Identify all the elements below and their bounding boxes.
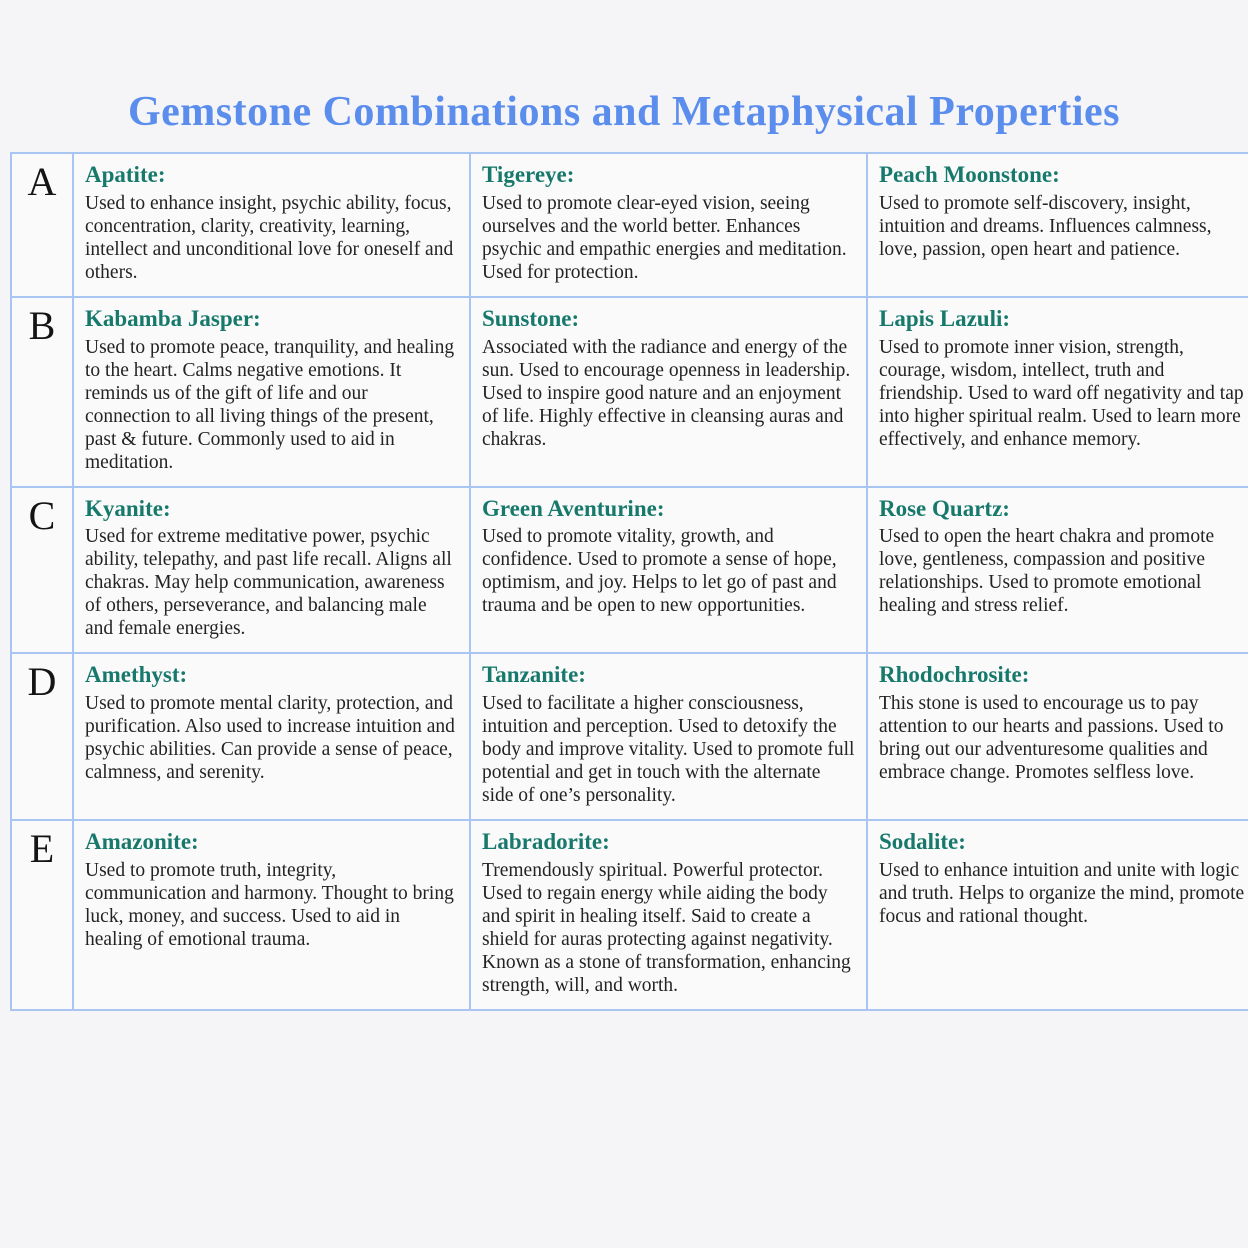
gem-cell: [867, 297, 1248, 487]
row-label: D: [11, 653, 73, 820]
gem-description: Used to promote clear-eyed vision, seeing ourselves and the world better. Enhances psychic and empathic energies and meditation. Used for protection.: [482, 192, 847, 283]
gem-cell: [470, 487, 867, 654]
gem-cell: [73, 487, 470, 654]
gem-description: Tremendously spiritual. Powerful protector. Used to regain energy while aiding the body and spirit in healing itself. Said to create a shield for auras protecting against negativity. Known as a stone of transformation, enhancing strength, will, and worth.: [482, 859, 851, 996]
table-row-a: [11, 153, 1248, 297]
gem-name: Rose Quartz:: [879, 495, 1010, 521]
gem-cell: [867, 487, 1248, 654]
gem-cell: [470, 153, 867, 297]
page-title: Gemstone Combinations and Metaphysical Properties: [127, 89, 1121, 135]
gem-name: Apatite:: [85, 162, 166, 187]
row-label: C: [11, 487, 73, 654]
gem-cell: [73, 297, 470, 487]
gem-name: Kyanite:: [85, 495, 171, 521]
gem-cell: [73, 820, 470, 1010]
gem-cell: [470, 820, 867, 1010]
gem-name: Tanzanite:: [482, 662, 586, 688]
gem-description: Used to facilitate a higher consciousness, intuition and perception. Used to detoxify the body and improve vitality. Used to promote full potential and get in touch with the alternate side of one’s personality.: [482, 693, 855, 806]
row-label: E: [11, 820, 73, 1010]
gem-name: Green Aventurine:: [482, 495, 665, 521]
table-row-c: [11, 487, 1248, 654]
row-label: A: [11, 153, 73, 297]
gem-description: This stone is used to encourage us to pay attention to our hearts and passions. Used to bring out our adventuresome qualities and embrace change. Promotes selfless love.: [879, 693, 1224, 783]
row-label: B: [11, 297, 73, 487]
gem-description: Used to promote mental clarity, protection, and purification. Also used to increase intuition and psychic abilities. Can provide a sense of peace, calmness, and serenity.: [85, 693, 455, 783]
gem-name: Peach Moonstone:: [879, 162, 1060, 187]
gem-cell: [867, 820, 1248, 1010]
gem-cell: [470, 297, 867, 487]
gem-name: Tigereye:: [482, 162, 575, 187]
gem-cell: [867, 153, 1248, 297]
gem-name: Amazonite:: [85, 829, 199, 854]
table-row-d: [11, 653, 1248, 820]
gem-cell: [470, 653, 867, 820]
gemstone-table: [10, 152, 1248, 1011]
gem-description: Used to enhance insight, psychic ability, focus, concentration, clarity, creativity, learning, intellect and unconditional love for oneself and others.: [85, 192, 454, 283]
gem-description: Used to promote inner vision, strength, courage, wisdom, intellect, truth and friendship. Used to ward off negativity and tap into higher spiritual realm. Used to learn more effectively, and enhance memory.: [879, 336, 1244, 450]
table-row-b: [11, 297, 1248, 487]
gem-description: Associated with the radiance and energy of the sun. Used to encourage openness in leadership. Used to inspire good nature and an enjoyment of life. Highly effective in cleansing auras and chakras.: [482, 336, 851, 450]
gem-description: Used to open the heart chakra and promote love, gentleness, compassion and positive relationships. Used to promote emotional healing and stress relief.: [879, 526, 1215, 617]
gem-name: Amethyst:: [85, 662, 188, 688]
gem-description: Used to promote vitality, growth, and confidence. Used to promote a sense of hope, optimism, and joy. Helps to let go of past and trauma and be open to new opportunities.: [482, 526, 837, 617]
gem-description: Used to promote truth, integrity, communication and harmony. Thought to bring luck, money, and success. Used to aid in healing of emotional trauma.: [85, 859, 454, 950]
table-row-e: [11, 820, 1248, 1010]
gem-description: Used to promote peace, tranquility, and healing to the heart. Calms negative emotions. It reminds us of the gift of life and our connection to all living things of the present, past & future. Commonly used to aid in meditation.: [85, 336, 455, 473]
gem-cell: [867, 653, 1248, 820]
gem-name: Rhodochrosite:: [879, 662, 1030, 688]
gem-cell: [73, 153, 470, 297]
gem-description: Used for extreme meditative power, psychic ability, telepathy, and past life recall. Aligns all chakras. May help communication, awareness of others, perseverance, and balancing male and female energies.: [85, 526, 452, 640]
gem-cell: [73, 653, 470, 820]
gem-name: Sodalite:: [879, 829, 966, 854]
gem-description: Used to enhance intuition and unite with logic and truth. Helps to organize the mind, promote focus and rational thought.: [879, 859, 1245, 927]
gem-name: Kabamba Jasper:: [85, 305, 261, 331]
gem-description: Used to promote self-discovery, insight, intuition and dreams. Influences calmness, love, passion, open heart and patience.: [879, 192, 1212, 260]
gem-name: Sunstone:: [482, 305, 580, 331]
gem-name: Labradorite:: [482, 829, 610, 854]
gem-name: Lapis Lazuli:: [879, 305, 1011, 331]
